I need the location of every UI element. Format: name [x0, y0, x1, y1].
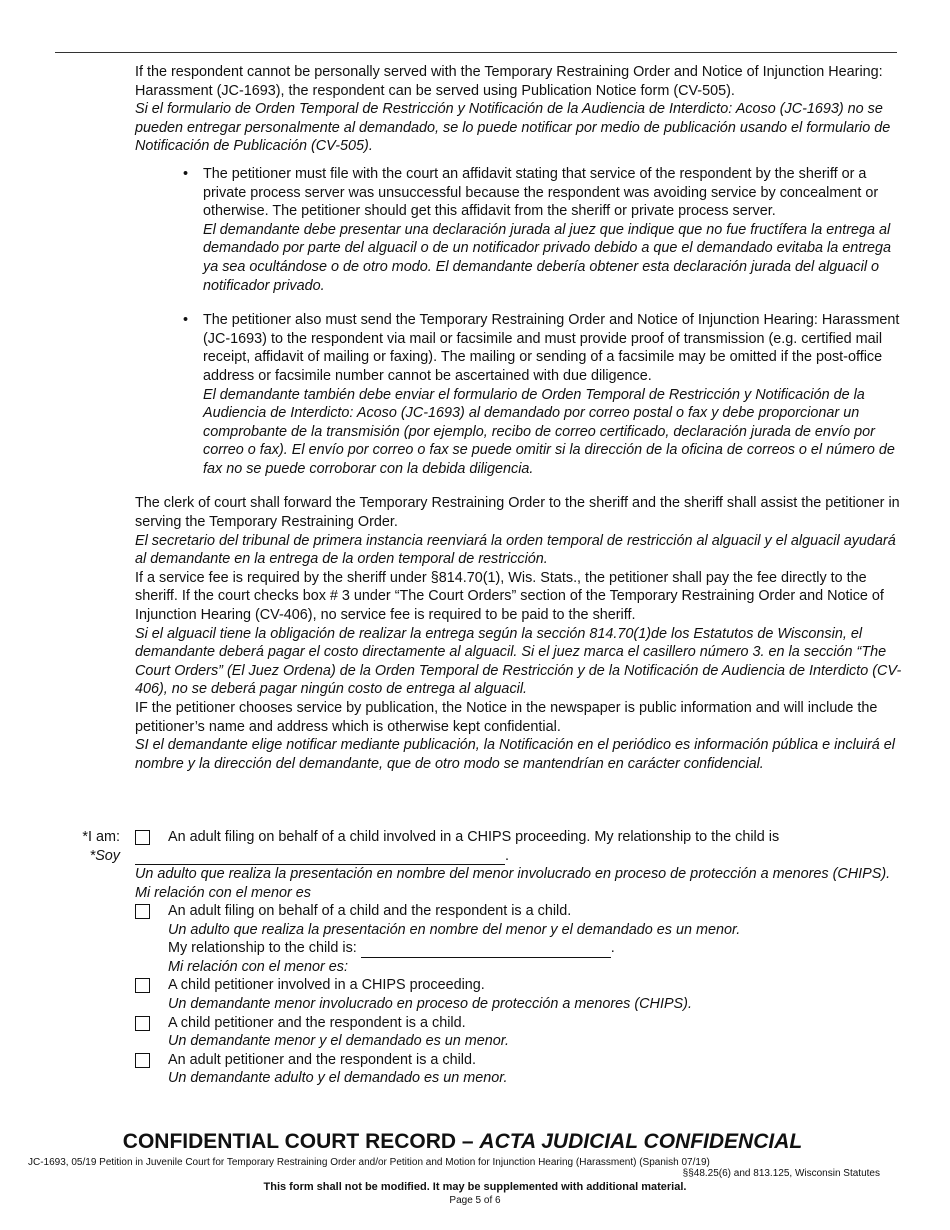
i-am-label: [75, 828, 120, 865]
child-chips-en: A child petitioner involved in a CHIPS proceeding.: [168, 977, 485, 994]
top-rule: [55, 52, 897, 53]
confidentiality-en: IF the petitioner chooses service by publication, the Notice in the newspaper is public information and will include the petitioner’s name and address which is otherwise kept confidential.: [135, 700, 878, 735]
clerk-en: The clerk of court shall forward the Temporary Restraining Order to the sheriff and the sheriff shall assist the petitioner in serving the Temporary Restraining Order.: [135, 495, 900, 531]
fee-es: Si el alguacil tiene la obligación de realizar la entrega según la sección 814.70(1)de los Estatutos de Wisconsin, el demandante deberá pagar el costo directamente al alguacil. Si el juez marca el casillero número 3. en la sección “The Court Orders” (El Juez Ordena) de la Orden Temporal de Restricción y de la Notificación de Audiencia de Interdicto (CV-406), no se deberá pagar ningún costo de entrega al alguacil.: [135, 625, 902, 698]
option-child-chips: [135, 976, 895, 1013]
publication-requirements: [135, 165, 910, 479]
relationship-label-en: My relationship to the child is:: [168, 940, 357, 957]
relationship-field[interactable]: [361, 943, 611, 958]
modification-notice: This form shall not be modified. It may be supplemented with additional material.: [263, 1181, 687, 1193]
fee-paragraph: [135, 569, 910, 699]
option-child-child-respondent: [135, 1014, 895, 1051]
option-adult-child-respondent: An adult filing on behalf of a child and the respondent is a child. Un adulto que realiza la presentación en nombre del menor y el demandado es un menor. My relationship to the child is: . Mi relación con el menor es:: [135, 902, 895, 976]
mailing-es: El demandante también debe enviar el formulario de Orden Temporal de Restricción y Notificación de la Audiencia de Interdicto: Acoso (JC-1693) al demandado por correo postal o fax y debe proporcionar un comprobante de la transmisión (por ejemplo, recibo de correo certificado, declaración jurada de envío por correo o fax). El envío por correo o fax se puede omitir si la dirección de la oficina de correos o el número de fax no se puede corroborar con la debida diligencia.: [203, 386, 895, 477]
publication-es: Si el formulario de Orden Temporal de Restricción y Notificación de la Audiencia de Interdicto: Acoso (JC-1693) no se pueden entregar personalmente al demandado, se lo puede notificar por medio de publicación usando el formulario de Notificación de Publicación (CV-505).: [135, 101, 891, 155]
form-identifier: JC-1693, 05/19 Petition in Juvenile Court for Temporary Restraining Order and/or Petition and Motion for Injunction Hearing (Harassment) (Spanish 07/19): [28, 1157, 710, 1168]
confidentiality-es: SI el demandante elige notificar mediante publicación, la Notificación en el periódico es información pública e incluirá el nombre y la dirección del demandante, que de otro modo se mantendrían en carácter confidencial.: [135, 737, 895, 772]
child-child-respondent-en: A child petitioner and the respondent is a child.: [168, 1014, 466, 1031]
adult-petitioner-es: Un demandante adulto y el demandado es un menor.: [168, 1070, 508, 1087]
chips-adult-es: Un adulto que realiza la presentación en nombre del menor involucrado en proceso de protección a menores (CHIPS). Mi relación con el menor es: [135, 866, 891, 901]
statute-reference: §§48.25(6) and 813.125, Wisconsin Statutes: [682, 1168, 880, 1179]
relationship-label-es: Mi relación con el menor es:: [168, 958, 348, 975]
adult-child-respondent-en: An adult filing on behalf of a child and the respondent is a child.: [168, 903, 572, 919]
i-am-label-es: *Soy: [89, 847, 120, 864]
publication-en: If the respondent cannot be personally served with the Temporary Restraining Order and Notice of Injunction Hearing: Harassment (JC-1693), the respondent can be served using Publication Notice form (CV-505).: [135, 64, 883, 99]
banner-en: CONFIDENTIAL COURT RECORD –: [122, 1130, 480, 1153]
i-am-label-en: *I am:: [82, 829, 120, 845]
page-number: Page 5 of 6: [449, 1195, 501, 1206]
confidentiality-paragraph: [135, 699, 910, 773]
option-adult-petitioner-child-respondent: [135, 1051, 895, 1088]
confidential-banner: [0, 1130, 925, 1154]
list-item: [203, 165, 910, 295]
option-chips-adult: An adult filing on behalf of a child involved in a CHIPS proceeding. My relationship to the child is . Un adulto que realiza la presentación en nombre del menor involucrado en proceso de protección a menores (CHIPS). Mi relación con el menor es: [135, 828, 895, 902]
clerk-es: El secretario del tribunal de primera instancia reenviará la orden temporal de restricción al alguacil y el alguacil ayudará al demandante en la entrega de la orden temporal de restricción.: [135, 532, 896, 568]
affidavit-en: • The petitioner must file with the court an affidavit stating that service of the respondent by the sheriff or a private process server was unsuccessful because the respondent was avoiding service by concealment or otherwise. The petitioner should get this affidavit from the sheriff or private process server.: [203, 165, 879, 220]
adult-child-respondent-checkbox[interactable]: [135, 904, 150, 919]
child-child-respondent-checkbox[interactable]: [135, 1016, 150, 1031]
child-child-respondent-es: Un demandante menor y el demandado es un menor.: [168, 1033, 510, 1050]
clerk-paragraph: [135, 494, 910, 568]
adult-petitioner-checkbox[interactable]: [135, 1053, 150, 1068]
chips-relationship-field[interactable]: [135, 848, 505, 865]
banner-es: ACTA JUDICIAL CONFIDENCIAL: [479, 1130, 803, 1153]
chips-adult-checkbox[interactable]: [135, 830, 150, 845]
child-chips-es: Un demandante menor involucrado en proceso de protección a menores (CHIPS).: [168, 995, 692, 1012]
child-chips-checkbox[interactable]: [135, 978, 150, 993]
fee-en: If a service fee is required by the sheriff under §814.70(1), Wis. Stats., the petitioner shall pay the fee directly to the sheriff. If the court checks box # 3 under “The Court Orders” section of the Temporary Restraining Order and Notice of Injunction Hearing (CV-406), no service fee is required to be paid to the sheriff.: [135, 569, 884, 624]
list-item: [203, 311, 910, 478]
instructions-body: [135, 63, 910, 773]
adult-petitioner-en: An adult petitioner and the respondent is a child.: [168, 1051, 477, 1068]
publication-paragraph: [135, 63, 910, 156]
adult-child-respondent-es: Un adulto que realiza la presentación en nombre del menor y el demandado es un menor.: [168, 921, 741, 938]
i-am-options: [135, 902, 895, 1088]
affidavit-es: El demandante debe presentar una declaración jurada al juez que indique que no fue fructífera la entrega al demandado por parte del alguacil o de un notificador privado debido a que el demandado evitaba la entrega ya sea ocultándose o de otro modo. El demandante debería obtener esta declaración jurada del alguacil o notificador privado.: [203, 221, 892, 294]
chips-adult-en: An adult filing on behalf of a child involved in a CHIPS proceeding. My relationship to the child is: [168, 829, 780, 845]
mailing-en: • The petitioner also must send the Temporary Restraining Order and Notice of Injunction Hearing: Harassment (JC-1693) to the respondent via mail or facsimile and must provide proof of transmission (e.g. certified mail receipt, affidavit of mailing or faxing). The mailing or sending of a facsimile may be omitted if the post-office address or facsimile number cannot be ascertained with due diligence.: [203, 312, 900, 384]
